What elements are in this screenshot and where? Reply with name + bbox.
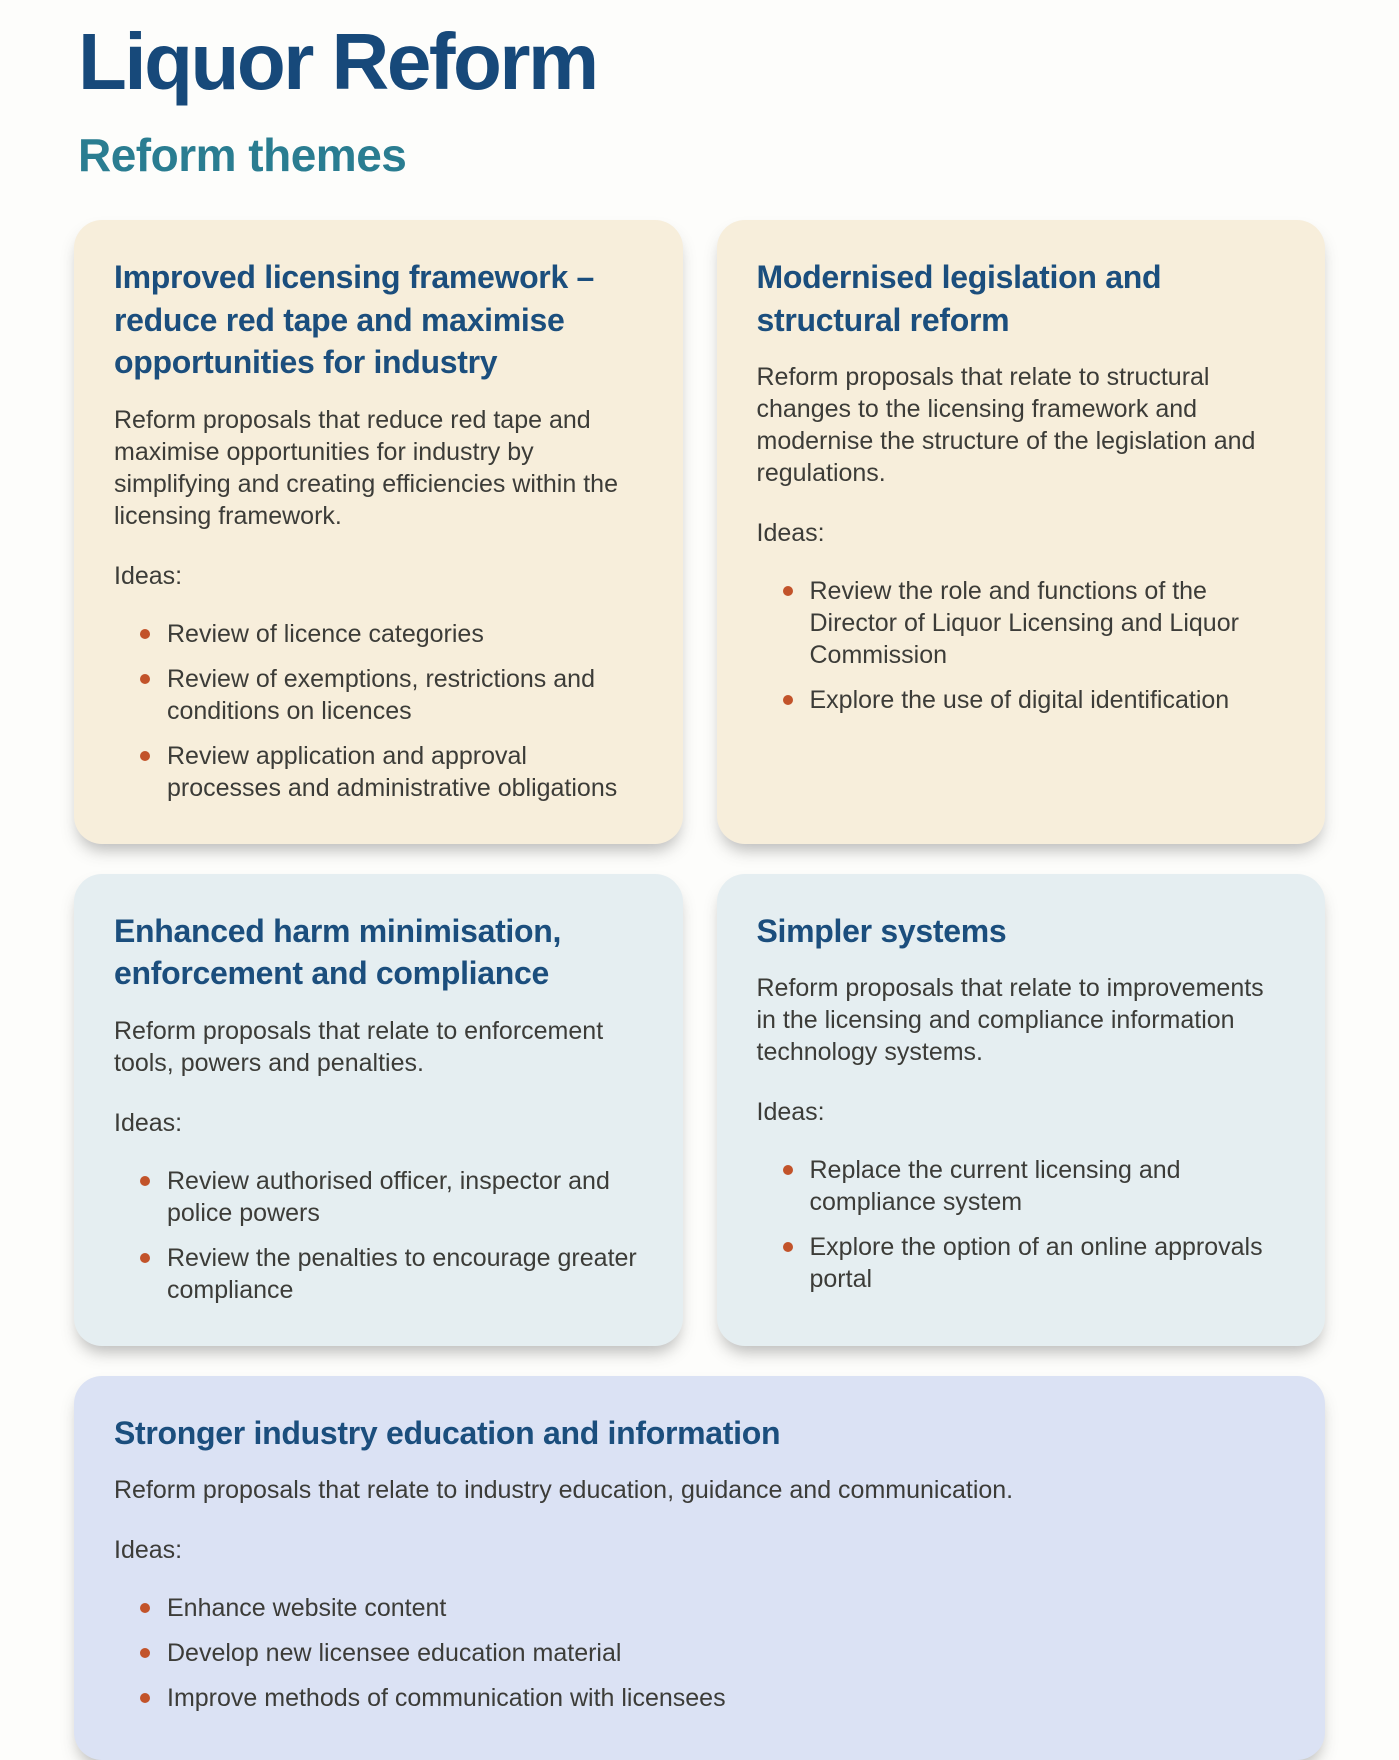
bullet-dot-icon bbox=[140, 674, 150, 684]
card-improved-licensing-framework bbox=[74, 220, 683, 844]
bullet-dot-icon bbox=[783, 586, 793, 596]
card-simpler-systems bbox=[717, 874, 1326, 1346]
bullet-text: Develop new licensee education material bbox=[167, 1639, 622, 1668]
bullet-item bbox=[114, 740, 643, 804]
bullet-item bbox=[114, 1682, 1285, 1714]
card-body: Reform proposals that relate to enforcement tools, powers and penalties. bbox=[114, 1016, 604, 1077]
page-title: Liquor Reform bbox=[78, 17, 597, 106]
card-body: Reform proposals that relate to improvements in the licensing and compliance information technology systems. bbox=[756, 974, 1264, 1067]
bullet-item bbox=[114, 1165, 643, 1229]
bullet-item bbox=[114, 1637, 1285, 1669]
bullet-item bbox=[757, 684, 1286, 716]
ideas-list bbox=[757, 575, 1286, 716]
bullet-text: Review of exemptions, restrictions and conditions on licences bbox=[167, 664, 595, 725]
bullet-text: Review of licence categories bbox=[167, 619, 484, 648]
bullet-dot-icon bbox=[140, 1648, 150, 1658]
card-heading: Simpler systems bbox=[756, 912, 1007, 949]
card-stronger-industry-education bbox=[74, 1376, 1325, 1760]
ideas-label: Ideas: bbox=[756, 1098, 825, 1127]
ideas-list bbox=[114, 1165, 643, 1306]
ideas-list bbox=[114, 1592, 1285, 1714]
page-subtitle: Reform themes bbox=[78, 129, 407, 181]
card-heading: Enhanced harm minimisation, enforcement and compliance bbox=[114, 912, 562, 992]
bullet-text: Review application and approval processes and administrative obligations bbox=[167, 741, 618, 802]
card-enhanced-harm-minimisation bbox=[74, 874, 683, 1346]
card-body: Reform proposals that reduce red tape and maximise opportunities for industry by simplifying and creating efficiencies within the licensing framework. bbox=[114, 405, 618, 530]
bullet-dot-icon bbox=[140, 751, 150, 761]
bullet-dot-icon bbox=[140, 1176, 150, 1186]
bullet-dot-icon bbox=[140, 629, 150, 639]
bullet-dot-icon bbox=[783, 1242, 793, 1252]
bullet-item bbox=[114, 1242, 643, 1306]
bullet-item bbox=[757, 1231, 1286, 1295]
bullet-text: Review the role and functions of the Director of Liquor Licensing and Liquor Commission bbox=[809, 577, 1239, 670]
ideas-label: Ideas: bbox=[114, 1108, 183, 1137]
card-heading: Modernised legislation and structural reform bbox=[756, 259, 1162, 338]
ideas-label: Ideas: bbox=[756, 519, 825, 548]
card-body: Reform proposals that relate to structural changes to the licensing framework and modernise the structure of the legislation and regulations. bbox=[756, 363, 1256, 488]
reform-theme-cards bbox=[74, 220, 1325, 1760]
bullet-text: Improve methods of communication with licensees bbox=[167, 1684, 726, 1713]
bullet-dot-icon bbox=[140, 1603, 150, 1613]
ideas-list bbox=[114, 618, 643, 804]
card-modernised-legislation bbox=[717, 220, 1326, 844]
card-heading: Stronger industry education and information bbox=[114, 1414, 781, 1451]
bullet-text: Review the penalties to encourage greater compliance bbox=[167, 1243, 637, 1304]
bullet-text: Explore the use of digital identification bbox=[809, 686, 1230, 715]
bullet-text: Explore the option of an online approvals portal bbox=[809, 1233, 1263, 1294]
card-body: Reform proposals that relate to industry education, guidance and communication. bbox=[114, 1476, 1014, 1505]
bullet-item bbox=[757, 1154, 1286, 1218]
ideas-label: Ideas: bbox=[114, 1536, 183, 1565]
bullet-dot-icon bbox=[783, 1165, 793, 1175]
card-heading: Improved licensing framework – reduce red tape and maximise opportunities for industry bbox=[114, 259, 595, 381]
bullet-item bbox=[757, 575, 1286, 671]
bullet-item bbox=[114, 618, 643, 650]
bullet-text: Enhance website content bbox=[167, 1594, 447, 1623]
bullet-text: Review authorised officer, inspector and police powers bbox=[167, 1166, 610, 1227]
bullet-item bbox=[114, 1592, 1285, 1624]
bullet-dot-icon bbox=[783, 695, 793, 705]
bullet-text: Replace the current licensing and compliance system bbox=[809, 1156, 1181, 1217]
bullet-dot-icon bbox=[140, 1253, 150, 1263]
bullet-dot-icon bbox=[140, 1693, 150, 1703]
bullet-item bbox=[114, 663, 643, 727]
ideas-list bbox=[757, 1154, 1286, 1295]
ideas-label: Ideas: bbox=[114, 561, 183, 590]
